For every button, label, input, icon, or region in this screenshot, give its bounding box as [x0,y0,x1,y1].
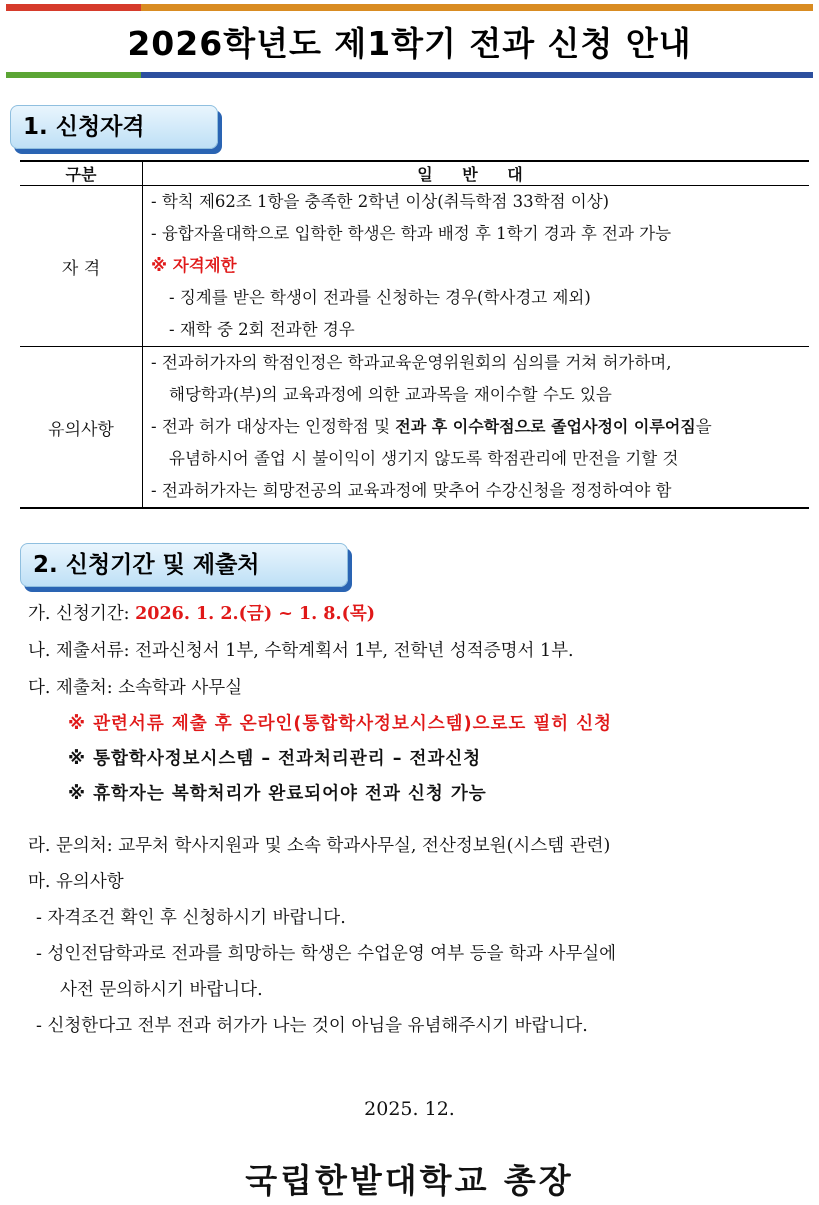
qualification-table [20,160,809,509]
caution-item: 사전 문의하시기 바랍니다. [60,980,263,1000]
period-label: 가. 신청기간: [28,604,136,624]
page-title: 2026학년도 제1학기 전과 신청 안내 [127,24,692,63]
caution-title: 마. 유의사항 [28,872,124,892]
notes-label: 유의사항 [20,347,143,509]
title-underline-bar [6,72,813,78]
online-notice: ※ 관련서류 제출 후 온라인(통합학사정보시스템)으로도 필히 신청 [68,714,613,734]
table-row [20,186,809,347]
table-header-category: 구분 [20,161,143,186]
system-path-notice: ※ 통합학사정보시스템 – 전과처리관리 – 전과신청 [68,749,482,769]
note-line: - 전과허가자의 학점인정은 학과교육운영위원회의 심의를 거쳐 허가하며, [151,353,672,372]
signature: 국립한밭대학교 총장 [245,1161,574,1200]
top-color-bar [6,4,813,11]
documents-line: 나. 제출서류: 전과신청서 1부, 수학계획서 1부, 전학년 성적증명서 1부. [28,641,574,661]
note-line [143,411,809,443]
table-row [20,347,809,509]
table-header-general: 일 반 대 [143,161,810,186]
note-text: - 전과 허가 대상자는 인정학점 및 [151,417,396,436]
caution-item: - 신청한다고 전부 전과 허가가 나는 것이 아님을 유념해주시기 바랍니다. [36,1016,588,1036]
note-line: 해당학과(부)의 교육과정에 의한 교과목을 재이수할 수도 있음 [169,385,612,404]
note-emphasis: 전과 후 이수학점으로 졸업사정이 이루어짐 [395,417,696,436]
section1-heading: 1. 신청자격 [10,105,218,149]
restriction-item: - 재학 중 2회 전과한 경우 [169,320,355,339]
section2-heading: 2. 신청기간 및 제출처 [20,543,348,587]
period-value: 2026. 1. 2.(금) ~ 1. 8.(목) [135,604,376,624]
qual-item: - 학칙 제62조 1항을 충족한 2학년 이상(취득학점 33학점 이상) [151,192,610,211]
note-line: 유념하시어 졸업 시 불이익이 생기지 않도록 학점관리에 만전을 기할 것 [169,449,679,468]
caution-item: - 성인전담학과로 전과를 희망하는 학생은 수업운영 여부 등을 학과 사무실에 [36,944,617,964]
notes-cell [143,347,810,509]
note-text: 을 [695,417,712,436]
leave-notice: ※ 휴학자는 복학처리가 완료되어야 전과 신청 가능 [68,784,487,804]
submission-place-line: 다. 제출처: 소속학과 사무실 [28,678,243,698]
period-line [28,600,808,625]
restriction-item: - 징계를 받은 학생이 전과를 신청하는 경우(학사경고 제외) [169,288,591,307]
qualification-label: 자 격 [20,186,143,347]
qualification-cell [143,186,810,347]
note-line: - 전과허가자는 희망전공의 교육과정에 맞추어 수강신청을 정정하여야 함 [151,481,672,500]
caution-item: - 자격조건 확인 후 신청하시기 바랍니다. [36,908,346,928]
issue-date: 2025. 12. [364,1098,455,1120]
qual-item: - 융합자율대학으로 입학한 학생은 학과 배정 후 1학기 경과 후 전과 가능 [151,224,672,243]
contact-line: 라. 문의처: 교무처 학사지원과 및 소속 학과사무실, 전산정보원(시스템 관련) [28,836,611,856]
restriction-title: ※ 자격제한 [151,256,237,275]
